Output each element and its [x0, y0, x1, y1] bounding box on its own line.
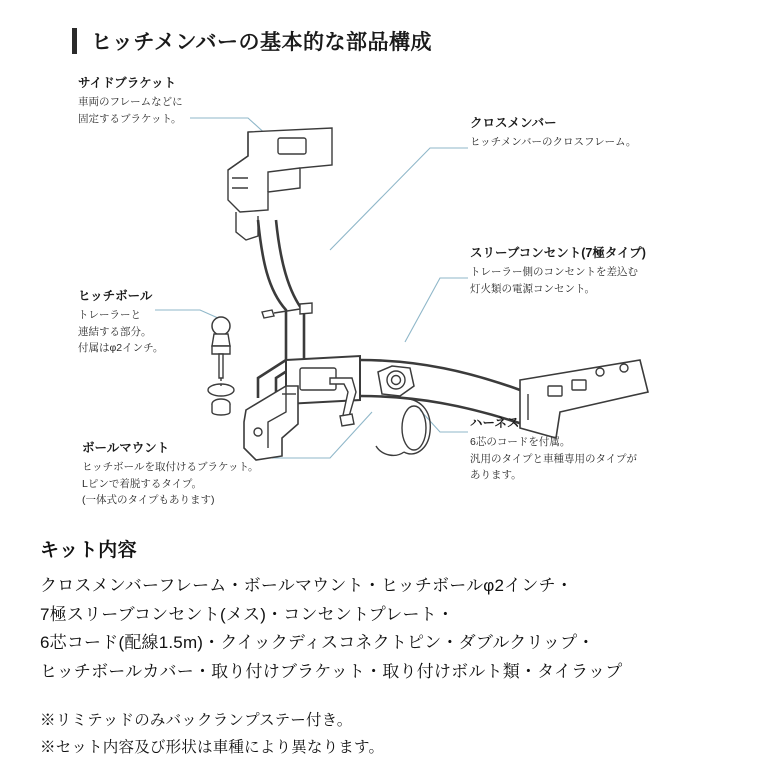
callout-body-line: ヒッチメンバーのクロスフレーム。: [470, 136, 637, 149]
callout-body-line: Lピンで着脱するタイプ。: [82, 477, 202, 490]
callout-body-line: あります。: [470, 468, 522, 481]
callout-heading: クロスメンバー: [470, 116, 557, 130]
kit-notes: [40, 708, 750, 761]
page-title-text: ヒッチメンバーの基本的な部品構成: [91, 31, 433, 54]
callout-body-line: 連結する部分。: [78, 325, 152, 338]
callout-body-line: 6芯のコードを付属。: [470, 436, 571, 449]
callout-body-line: ヒッチボールを取付けるブラケット。: [82, 461, 259, 474]
callout-body-line: 固定するブラケット。: [78, 112, 182, 125]
callout-body-line: (一体式のタイプもあります): [82, 493, 215, 506]
callout-heading: サイドブラケット: [78, 76, 177, 90]
kit-contents-title: キット内容: [40, 540, 138, 561]
kit-contents-line: 6芯コード(配線1.5m)・クイックディスコネクトピン・ダブルクリップ・: [40, 633, 595, 653]
kit-note-line: ※リミテッドのみバックランプステー付き。: [40, 712, 353, 730]
kit-note-line: ※セット内容及び形状は車種により異なります。: [40, 738, 385, 756]
kit-contents-section: [40, 535, 750, 762]
callout-hitch-ball: [78, 288, 163, 356]
leader-lines: [155, 118, 468, 458]
callout-heading: スリーブコンセント(7極タイプ): [470, 246, 646, 260]
callout-side-bracket: [78, 75, 183, 127]
callout-heading: ボールマウント: [82, 441, 170, 455]
callout-body-line: 灯火類の電源コンセント。: [470, 282, 596, 295]
callout-body-line: 付属はφ2インチ。: [78, 341, 164, 354]
callout-body-line: 車両のフレームなどに: [78, 96, 183, 109]
page-title: [72, 26, 432, 56]
callout-body-line: トレーラー側のコンセントを差込む: [470, 266, 638, 279]
callout-cross-member: [470, 115, 636, 151]
callout-body-line: トレーラーと: [78, 309, 141, 322]
kit-contents-line: ヒッチボールカバー・取り付けブラケット・取り付けボルト類・タイラップ: [40, 661, 623, 681]
callout-heading: ヒッチボール: [78, 289, 153, 303]
callout-ball-mount: [82, 440, 259, 508]
kit-contents-line: クロスメンバーフレーム・ボールマウント・ヒッチボールφ2インチ・: [40, 576, 573, 595]
kit-contents-line: 7極スリーブコンセント(メス)・コンセントプレート・: [40, 604, 455, 624]
callout-harness: [470, 415, 637, 483]
callout-body-line: 汎用のタイプと車種専用のタイプが: [470, 452, 637, 465]
callout-sleeve-outlet: [470, 245, 646, 297]
hitch-member-diagram: [0, 60, 778, 520]
callout-heading: ハーネス: [470, 416, 520, 430]
title-accent-bar: [72, 28, 77, 54]
